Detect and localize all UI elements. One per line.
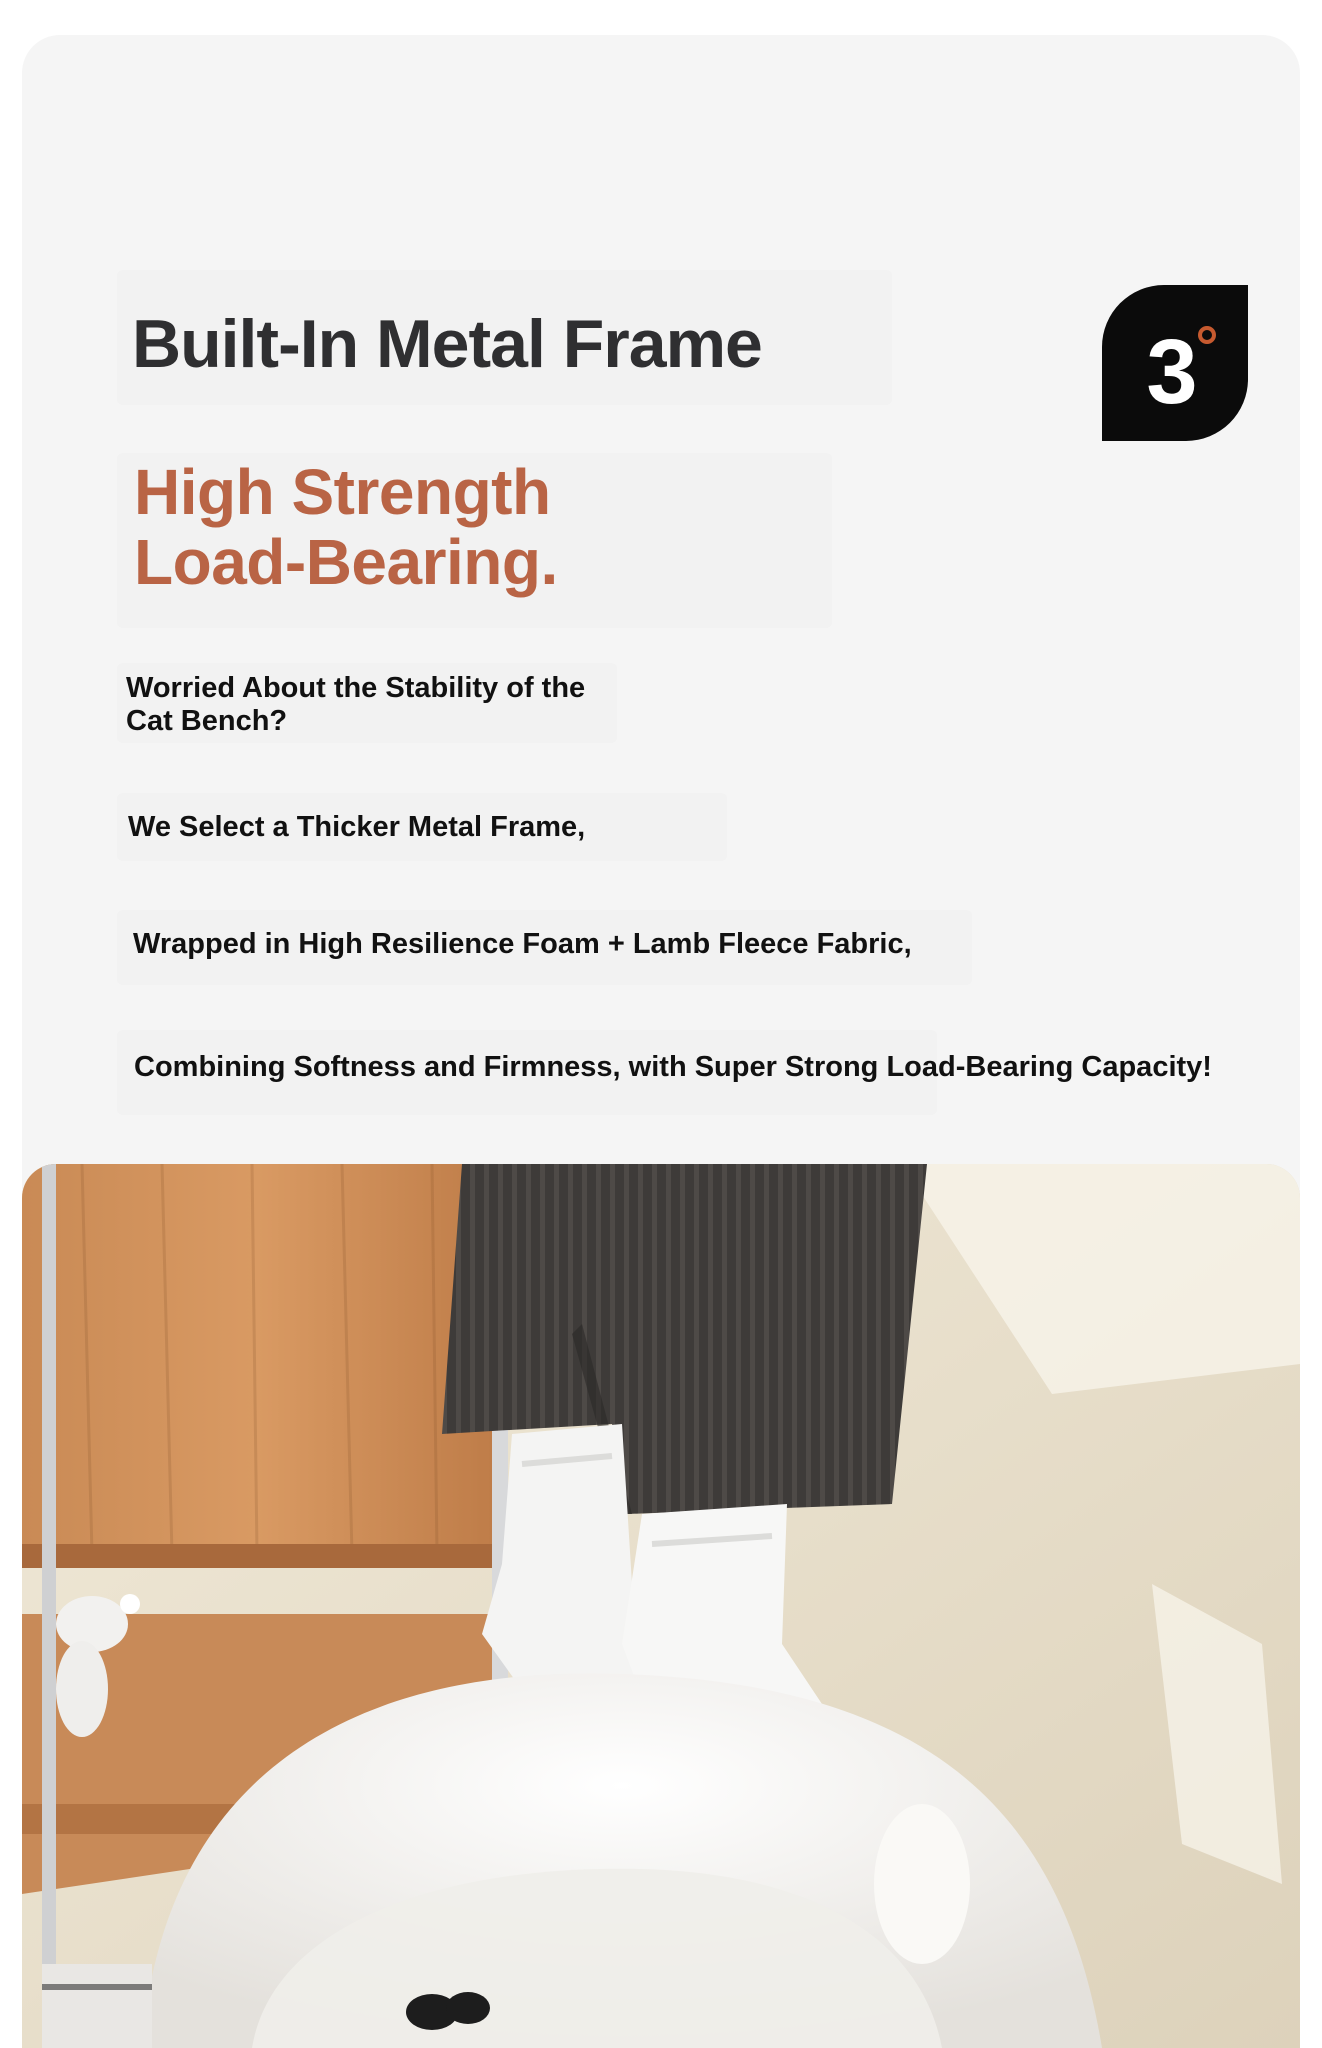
book-stack — [42, 1964, 152, 2048]
product-photo-illustration — [22, 1164, 1300, 2048]
badge-degree-mark — [1200, 328, 1214, 342]
cabinet-fringe — [22, 1544, 492, 1568]
question-line-1: Worried About the Stability of the — [126, 672, 586, 704]
statement-load-capacity: Combining Softness and Firmness, with Super Strong Load-Bearing Capacity! — [134, 1051, 1212, 1083]
rack-post-left — [42, 1164, 56, 2048]
feature-card — [22, 35, 1300, 2048]
feature-number-badge — [1102, 285, 1248, 441]
subheadline-line-1: High Strength — [134, 456, 551, 528]
headline: Built-In Metal Frame — [132, 306, 762, 382]
statement-metal-frame: We Select a Thicker Metal Frame, — [128, 811, 586, 843]
stability-question — [126, 672, 585, 738]
question-line-2: Cat Bench? — [126, 705, 288, 737]
product-photo — [22, 1164, 1300, 2048]
subheadline-line-2: Load-Bearing. — [134, 526, 558, 598]
subheadline — [134, 457, 558, 597]
bench-ear — [874, 1804, 970, 1964]
statement-foam-fleece: Wrapped in High Resilience Foam + Lamb Fleece Fabric, — [133, 928, 912, 960]
balloon-figurine — [56, 1596, 128, 1652]
badge-number: 3 — [1146, 321, 1198, 423]
number-3-badge-icon — [1102, 285, 1248, 441]
